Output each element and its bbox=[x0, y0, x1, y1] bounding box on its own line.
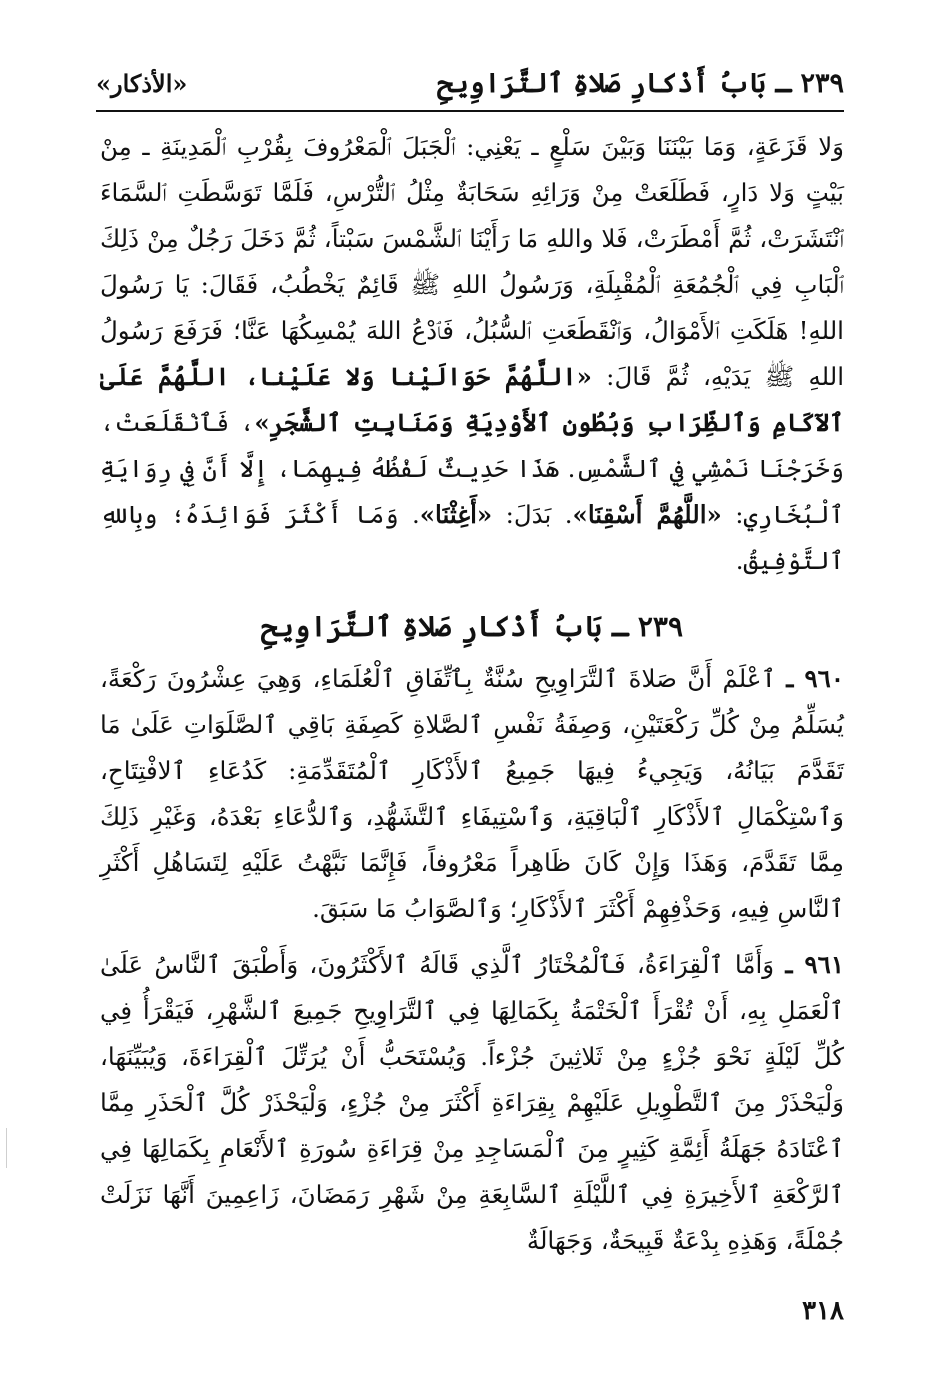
supplication-text: «اللَّهُمَّ أَسْقِنَا» bbox=[572, 500, 722, 529]
supplication-text: «أَغِثْنَا» bbox=[419, 500, 493, 529]
paragraph-text: وَأَمَّا ٱلْقِرَاءَةُ، فَٱلْمُخْتَارُ ٱلَّذِي قَالَهُ ٱلأَكْثَرُونَ، وَأَطْبَقَ ٱلنَّاسُ عَلَىٰ ٱلْعَمَلِ بِهِ، أَنْ تُقْرَأَ ٱلْخَتْمَةُ بِكَمَالِهَا فِي ٱلتَّرَاوِيحِ جَمِيعَ ٱلشَّهْرِ، فَيَقْرَأُ فِي كُلِّ لَيْلَةٍ نَحْوَ جُزْءٍ مِنْ ثَلاثِينَ جُزْءاً. وَيُسْتَحَبُّ أَنْ يُرَتِّلَ ٱلْقِرَاءَةَ، وَيُبَيِّنَهَا، وَلْيَحْذَرْ مِنَ ٱلتَّطْوِيلِ عَلَيْهِمْ بِقِرَاءَةِ أَكْثَرَ مِنْ جُزْءٍ، وَلْيَحْذَرْ كُلَّ ٱلْحَذَرِ مِمَّا ٱعْتَادَهُ جَهَلَةُ أَئِمَّةِ كَثِيرٍ مِنَ ٱلْمَسَاجِدِ مِنْ قِرَاءَةِ سُورَةِ ٱلأَنْعَامِ بِكَمَالِهَا فِي ٱلرَّكْعَةِ ٱلأَخِيرَةِ فِي ٱللَّيْلَةِ ٱلسَّابِعَةِ مِنْ شَهْرِ رَمَضَانَ، زَاعِمِينَ أَنَّهَا نَزَلَتْ جُمْلَةً، وَهَذِهِ بِدْعَةٌ قَبِيحَةٌ، وَجَهَالَةٌ bbox=[100, 950, 844, 1255]
running-header bbox=[96, 58, 844, 108]
supplication-text: «اللَّهُمَّ حَوَالَيْنا وَلا عَلَيْنا، اللَّهُمَّ عَلَىٰ ٱلآكَامِ وَٱلظِّرَابِ وَبُطُونِ ٱلأَوْدِيَةِ وَمَنَابِتِ ٱلشَّجَرِ» bbox=[100, 362, 844, 437]
hadith-text: ، فَٱنْقَلَعَتْ، وَخَرَجْنَا نَمْشِي فِي ٱلشَّمْسِ. هَذَا حَدِيثٌ لَفْظُهُ فِيهِمَا، إِلَّا أَنَّ فِي رِوَايَةِ ٱلْبُخَارِي: bbox=[100, 408, 844, 529]
scan-margin-mark bbox=[6, 1128, 7, 1168]
paragraph-text: ٱعْلَمْ أَنَّ صَلاةَ ٱلتَّرَاوِيحِ سُنَّةٌ بِٱتِّفَاقِ ٱلْعُلَمَاءِ، وَهِيَ عِشْرُونَ رَكْعَةً، يُسَلِّمُ مِنْ كُلِّ رَكْعَتَيْنِ، وَصِفَةُ نَفْسِ ٱلصَّلاةِ كَصِفَةِ بَاقِي ٱلصَّلَوَاتِ عَلَىٰ مَا تَقَدَّمَ بَيَانُهُ، وَيَجِيءُ فِيهَا جَمِيعُ ٱلأَذْكَارِ ٱلْمُتَقَدِّمَةِ: كَدُعَاءِ ٱلافْتِتَاحِ، وَٱسْتِكْمَالِ ٱلأَذْكَارِ ٱلْبَاقِيَةِ، وَٱسْتِيفَاءِ ٱلتَّشَهُّدِ، وَٱلدُّعَاءِ بَعْدَهُ، وَغَيْرِ ذَلِكَ مِمَّا تَقَدَّمَ، وَهَذَا وَإِنْ كَانَ ظَاهِراً مَعْرُوفاً، فَإِنَّمَا نَبَّهْتُ عَلَيْهِ لِتَسَاهُلِ أَكْثَرِ ٱلنَّاسِ فِيهِ، وَحَذْفِهِمْ أَكْثَرَ ٱلأَذْكَارِ؛ وَٱلصَّوَابُ مَا سَبَقَ. bbox=[100, 664, 844, 923]
numbered-paragraph bbox=[100, 656, 844, 932]
book-title: «الأذكار» bbox=[96, 68, 188, 98]
section-heading: ٢٣٩ ـ بَابُ أَذْكارِ صَلاةِ ٱلتَّرَاوِيحِ bbox=[261, 610, 683, 643]
paragraph-number: ٩٦١ ـ bbox=[785, 950, 844, 979]
hadith-text: . وَمَا أَكْثَرَ فَوَائِدَهُ؛ وبِاللهِ ٱلتَّوْفِيقُ. bbox=[100, 500, 844, 575]
paragraph-number: ٩٦٠ ـ bbox=[786, 664, 844, 693]
page-body bbox=[100, 124, 844, 1264]
page-number: ٣١٨ bbox=[802, 1296, 844, 1326]
chapter-title: ٢٣٩ ـ بَابُ أَذْكارِ صَلاةِ ٱلتَّرَاوِيحِ bbox=[437, 67, 844, 99]
hadith-text: . بَدَلَ: bbox=[492, 500, 573, 529]
hadith-text: وَلا قَزَعَةٍ، وَمَا بَيْنَنَا وَبَيْنَ سَلْعٍ ـ يَعْنِي: ٱلْجَبَلَ ٱلْمَعْرُوفَ بِقُرْبِ ٱلْمَدِينَةِ ـ مِنْ بَيْتٍ وَلا دَارٍ، فَطَلَعَتْ مِنْ وَرَائِهِ سَحَابَةٌ مِثْلُ ٱلتُّرْسِ، فَلَمَّا تَوَسَّطَتِ ٱلسَّمَاءَ ٱنْتَشَرَتْ، ثُمَّ أَمْطَرَتْ، فَلا واللهِ مَا رَأَيْنَا ٱلشَّمْسَ سَبْتاً، ثُمَّ دَخَلَ رَجُلٌ مِنْ ذَلِكَ ٱلْبَابِ فِي ٱلْجُمُعَةِ ٱلْمُقْبِلَةِ، وَرَسُولُ اللهِ ﷺ قَائِمٌ يَخْطُبُ، فَقَالَ: يَا رَسُولَ اللهِ! هَلَكَتِ ٱلأَمْوَالُ، وَٱنْقَطَعَتِ ٱلسُّبُلُ، فَٱدْعُ اللهَ يُمْسِكُهَا عَنَّا؛ فَرَفَعَ رَسُولُ اللهِ ﷺ يَدَيْهِ، ثُمَّ قَالَ: bbox=[100, 132, 844, 391]
header-divider bbox=[96, 110, 844, 112]
numbered-paragraph bbox=[100, 942, 844, 1264]
paragraph-gap bbox=[100, 932, 844, 942]
hadith-continuation-paragraph bbox=[100, 124, 844, 584]
